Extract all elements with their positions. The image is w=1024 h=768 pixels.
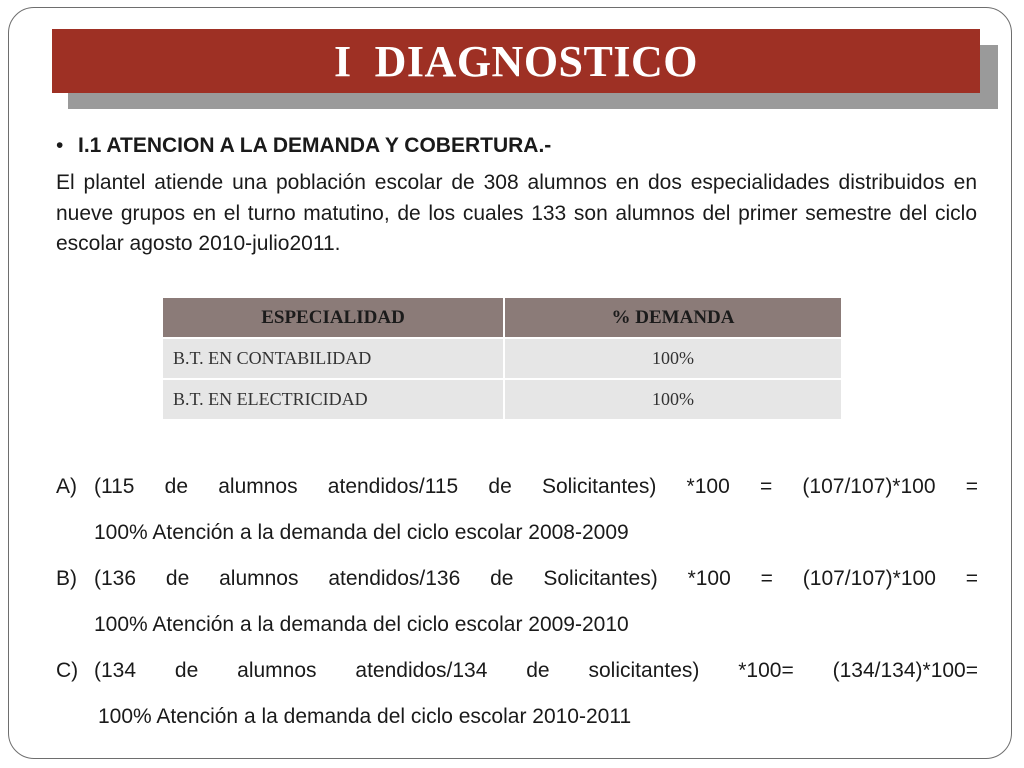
list-item xyxy=(56,654,978,746)
calculation-formula: (134 de alumnos atendidos/134 de solicitantes) *100= (134/134)*100= xyxy=(94,659,978,682)
slide-title: I DIAGNOSTICO xyxy=(334,36,698,86)
specialty-table xyxy=(161,296,843,421)
column-header-demanda: % DEMANDA xyxy=(504,297,842,338)
calculation-result: 100% Atención a la demanda del ciclo escolar 2010-2011 xyxy=(98,705,632,728)
section-heading-text: I.1 ATENCION A LA DEMANDA Y COBERTURA.- xyxy=(78,134,552,157)
column-header-especialidad: ESPECIALIDAD xyxy=(162,297,504,338)
list-item-letter: C) xyxy=(56,659,79,682)
calculation-result: 100% Atención a la demanda del ciclo escolar 2008-2009 xyxy=(94,521,629,544)
table-cell-especialidad: B.T. EN ELECTRICIDAD xyxy=(162,379,504,420)
table-row xyxy=(162,379,842,420)
table-cell-especialidad: B.T. EN CONTABILIDAD xyxy=(162,338,504,379)
calculation-list xyxy=(56,470,978,746)
title-banner xyxy=(52,29,980,93)
calculation-formula: (115 de alumnos atendidos/115 de Solicitantes) *100 = (107/107)*100 = xyxy=(94,475,978,498)
list-item xyxy=(56,562,978,654)
table-cell-demanda: 100% xyxy=(504,379,842,420)
section-heading xyxy=(56,134,551,158)
calculation-formula: (136 de alumnos atendidos/136 de Solicitantes) *100 = (107/107)*100 = xyxy=(94,567,978,590)
list-item-letter: B) xyxy=(56,567,77,590)
table-cell-demanda: 100% xyxy=(504,338,842,379)
list-item xyxy=(56,470,978,562)
bullet-icon: • xyxy=(56,134,64,157)
calculation-result: 100% Atención a la demanda del ciclo escolar 2009-2010 xyxy=(94,613,629,636)
table-row xyxy=(162,338,842,379)
list-item-letter: A) xyxy=(56,475,77,498)
table-header-row xyxy=(162,297,842,338)
body-paragraph: El plantel atiende una población escolar de 308 alumnos en dos especialidades distribuidos en nueve grupos en el turno matutino, de los cuales 133 son alumnos del primer semestre del ciclo escolar agosto 2010-julio2011. xyxy=(56,171,977,255)
